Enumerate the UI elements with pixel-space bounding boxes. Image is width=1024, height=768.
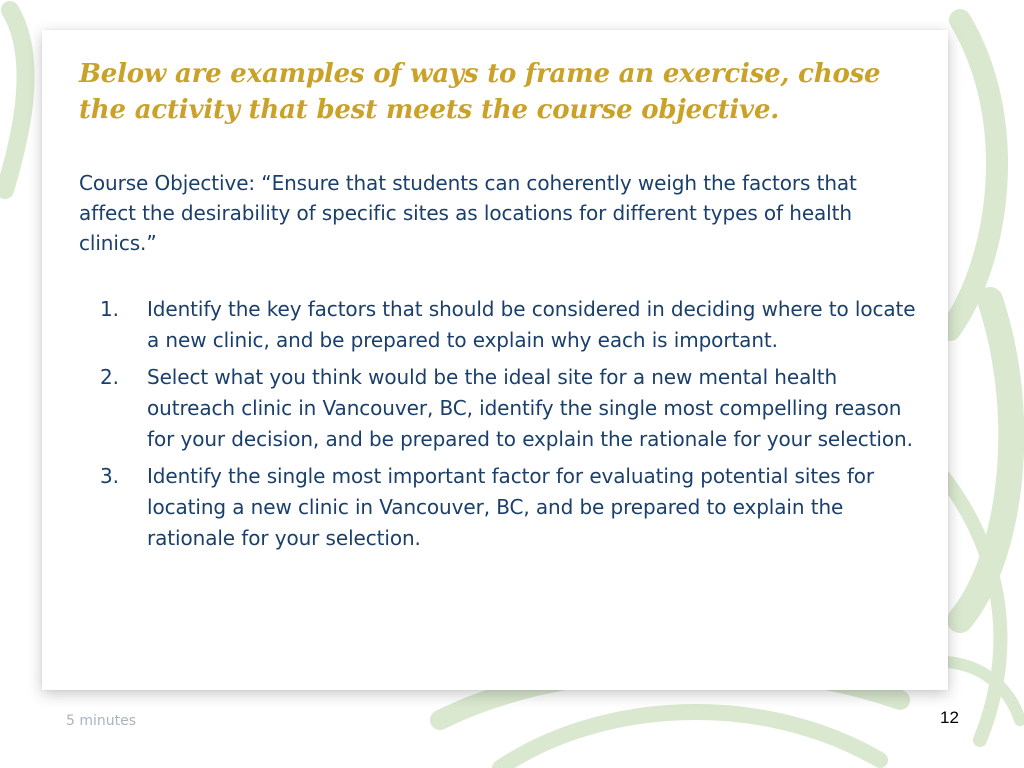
course-objective: Course Objective: “Ensure that students can coherently weigh the factors that affect the desirability of specific sites as locations for different types of health clinics.” <box>79 171 857 255</box>
slide-title: Below are examples of ways to frame an exercise, chose the activity that best meets the course objective. <box>79 59 881 125</box>
list-item-number: 3. <box>100 464 119 488</box>
list-item-text: Identify the single most important factor for evaluating potential sites for locating a new clinic in Vancouver, BC, and be prepared to explain the rationale for your selection. <box>147 464 875 550</box>
footer-time-note: 5 minutes <box>66 713 137 729</box>
activity-options-list <box>100 294 930 560</box>
list-item <box>100 362 930 455</box>
list-item-number: 2. <box>100 365 119 389</box>
list-item <box>100 294 930 356</box>
list-item <box>100 461 930 554</box>
page-number: 12 <box>940 708 959 727</box>
list-item-text: Select what you think would be the ideal site for a new mental health outreach clinic in Vancouver, BC, identify the single most compelling reason for your decision, and be prepared to explain the rationale for your selection. <box>147 365 913 451</box>
list-item-text: Identify the key factors that should be considered in deciding where to locate a new clinic, and be prepared to explain why each is important. <box>147 297 916 352</box>
list-item-number: 1. <box>100 297 119 321</box>
